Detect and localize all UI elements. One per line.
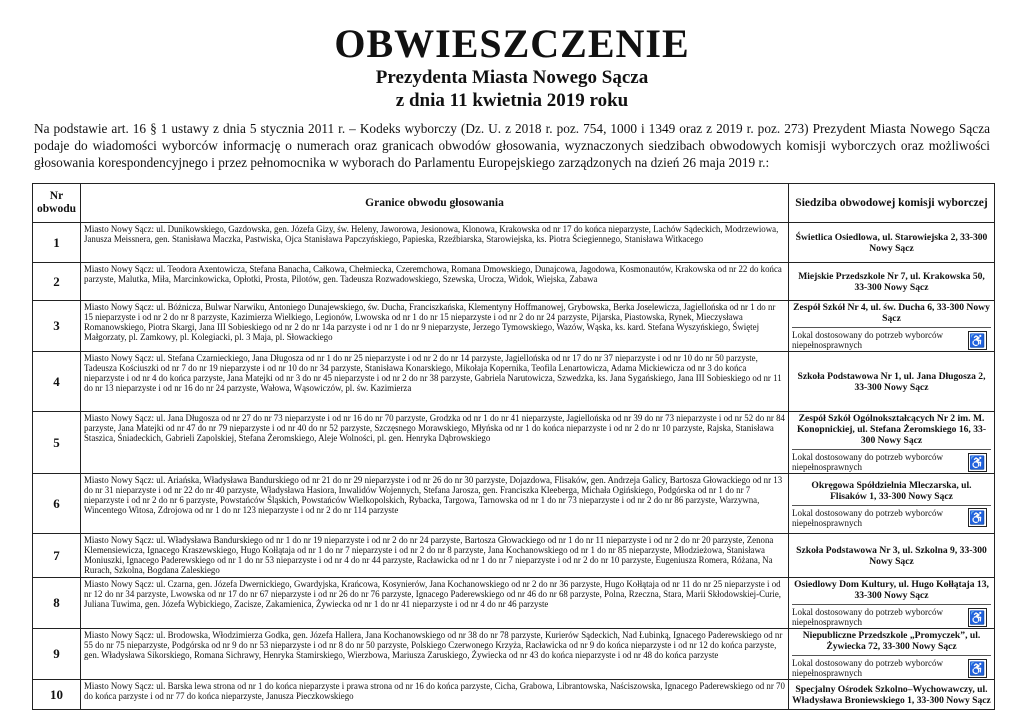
commission-seat [789, 578, 995, 629]
seat-address: Zespół Szkół Nr 4, ul. św. Ducha 6, 33-300 Nowy Sącz [793, 302, 990, 324]
accessibility-label: Lokal dostosowany do potrzeb wyborców niepełnosprawnych [792, 507, 943, 528]
district-bounds: Miasto Nowy Sącz: ul. Dunikowskiego, Gazdowska, gen. Józefa Gizy, św. Heleny, Jaworowa, Jesionowa, Klonowa, Krakowska od nr 17 do końca nieparzyste, Lachów Sądeckich, Modrzewiowa, Janusza Meissnera, gen. Stanisława Maczka, Pastwiska, Ojca Stanisława Papczyńskiego, Papieska, Rzeźbiarska, Starowiejska, ks. Piotra Ściegiennego, Stanisława Witkacego [81, 223, 789, 263]
wheelchair-icon: ♿ [969, 454, 986, 470]
page-subtitle-issuer: Prezydenta Miasta Nowego Sącza [375, 67, 649, 88]
seat-address: Niepubliczne Przedszkole „Promyczek”, ul. Żywiecka 72, 33-300 Nowy Sącz [802, 630, 981, 652]
accessibility-note [792, 505, 991, 528]
table-row [33, 534, 995, 578]
district-bounds: Miasto Nowy Sącz: ul. Brodowska, Włodzimierza Godka, gen. Józefa Hallera, Jana Kochanowskiego od nr 38 do nr 78 parzyste, Kurierów Sądeckich, Nad Łubinką, Ignacego Paderewskiego od nr 55 do nr 75 nieparzyste, Podgórska od nr 9 do nr 53 nieparzyste i od nr 8 do nr 50 parzyste, Polskiego Czerwonego Krzyża, Racławicka od nr 9 do końca nieparzyste i od nr 12 do końca parzyste, gen. Władysława Sikorskiego, Romana Sichrawy, Henryka Stamirskiego, Wierzbowa, Mariusza Zaruskiego, Żywiecka od nr 43 do końca nieparzyste i od nr 48 do końca parzyste [81, 629, 789, 680]
page-title: OBWIESZCZENIE [334, 21, 690, 66]
table-row [33, 578, 995, 629]
seat-address: Okręgowa Spółdzielnia Mleczarska, ul. Flisaków 1, 33-300 Nowy Sącz [811, 479, 972, 502]
table-row [33, 352, 995, 412]
seat-address: Miejskie Przedszkole Nr 7, ul. Krakowska 50, 33-300 Nowy Sącz [798, 270, 985, 293]
commission-seat [789, 412, 995, 474]
district-number: 7 [33, 534, 81, 578]
commission-seat [789, 352, 995, 412]
table-row [33, 223, 995, 263]
district-bounds: Miasto Nowy Sącz: ul. Stefana Czarnieckiego, Jana Długosza od nr 1 do nr 25 nieparzyste i od nr 2 do nr 14 parzyste, Jagiellońska od nr 17 do nr 37 nieparzyste i od nr 10 do nr 50 parzyste, Tadeusza Kościuszki od nr 7 do nr 19 nieparzyste i od nr 10 do nr 34 parzyste, Stanisława Konarskiego, Mikołaja Kopernika, Teofila Lenartowicza, Adama Mickiewicza od nr 3 do końca nieparzyste i od nr 4 do końca parzyste, Jana Matejki od nr 3 do nr 45 nieparzyste i od nr 2 do nr 38 parzyste, Gabriela Narutowicza, Szwedzka, ks. Jana Sygańskiego, Jana III Sobieskiego od nr 11 do nr 13 nieparzyste i od nr 16 do nr 24 parzyste, Wałowa, Wąsowiczów, pl. św. Kazimierza [81, 352, 789, 412]
wheelchair-icon: ♿ [969, 510, 986, 525]
accessibility-label: Lokal dostosowany do potrzeb wyborców niepełnosprawnych [792, 658, 943, 678]
wheelchair-icon: ♿ [969, 609, 986, 625]
commission-seat [789, 474, 995, 534]
district-number: 10 [33, 680, 81, 710]
district-bounds: Miasto Nowy Sącz: ul. Ariańska, Władysława Bandurskiego od nr 21 do nr 29 nieparzyste i od nr 26 do nr 30 parzyste, Dojazdowa, Flisaków, gen. Andrzeja Galicy, Bartosza Głowackiego od nr 13 do nr 31 nieparzyste i od nr 22 do nr 40 parzyste, Władysława Hasiora, Inwalidów Wojennych, Stefana Jarosza, gen. Franciszka Kleeberga, Michała Ogińskiego, Podgórska od nr 1 do nr 7 nieparzyste i od nr 2 do nr 6 parzyste, Powstańców Śląskich, Powstańców Wielkopolskich, Rybacka, Targowa, Tarnowska od nr 1 do nr 73 nieparzyste i od nr 2 do nr 86 parzyste, Warzywna, Wincentego Witosa, Zdrojowa od nr 1 do nr 123 nieparzyste i od nr 2 do nr 114 parzyste [81, 474, 789, 534]
intro-paragraph: Na podstawie art. 16 § 1 ustawy z dnia 5 stycznia 2011 r. – Kodeks wyborczy (Dz. U. z 2018 r. poz. 754, 1000 i 1349 oraz z 2019 r. poz. 273) Prezydent Miasta Nowego Sącza podaje do wiadomości wyborców informację o numerach oraz granicach obwodów głosowania, wyznaczonych siedzibach obwodowych komisji wyborczych oraz możliwości głosowania korespondencyjnego i przez pełnomocnika w wyborach do Parlamentu Europejskiego zarządzonych na dzień 26 maja 2019 r.: [34, 121, 990, 170]
commission-seat [789, 223, 995, 263]
table-row [33, 412, 995, 474]
accessibility-note [792, 327, 991, 350]
table-header-row [33, 184, 995, 223]
district-bounds: Miasto Nowy Sącz: ul. Czarna, gen. Józefa Dwernickiego, Gwardyjska, Krańcowa, Kosynierów, Jana Kochanowskiego od nr 2 do nr 36 parzyste, Hugo Kołłątaja od nr 11 do nr 25 nieparzyste i od nr 12 do nr 34 parzyste, Lwowska od nr 17 do nr 67 nieparzyste i od nr 26 do nr 76 parzyste, Ignacego Paderewskiego od nr 46 do nr 68 parzyste, Polna, Rzeczna, Stara, Marii Skłodowskiej-Curie, Juliana Tuwima, gen. Józefa Wybickiego, Zacisze, Zakamienica, Żywiecka od nr 1 do nr 41 nieparzyste i od nr 4 do nr 46 parzyste [81, 578, 789, 629]
seat-address: Szkoła Podstawowa Nr 1, ul. Jana Długosza 2, 33-300 Nowy Sącz [797, 370, 986, 393]
accessibility-note [792, 604, 991, 627]
seat-address: Świetlica Osiedlowa, ul. Starowiejska 2, 33-300 Nowy Sącz [795, 231, 988, 254]
district-bounds: Miasto Nowy Sącz: ul. Władysława Bandurskiego od nr 1 do nr 19 nieparzyste i od nr 2 do nr 24 parzyste, Bartosza Głowackiego od nr 1 do nr 11 nieparzyste i od nr 2 do nr 20 parzyste, Zenona Klemensiewicza, Ignacego Kraszewskiego, Hugo Kołłątaja od nr 1 do nr 7 nieparzyste i od nr 2 do nr 8 parzyste, Jana Kochanowskiego od nr 1 do nr 85 nieparzyste, Młodzieżowa, Stanisława Moniuszki, Ignacego Paderewskiego od nr 1 do nr 53 nieparzyste i od nr 4 do nr 44 parzyste, Racławicka od nr 1 do nr 7 nieparzyste i od nr 2 do nr 10 parzyste, Eugeniusza Romera, Różana, Na Rurach, Szkolna, Bogdana Zaleskiego [81, 534, 789, 578]
col-header-bounds: Granice obwodu głosowania [81, 184, 789, 223]
commission-seat [789, 629, 995, 680]
col-header-seat: Siedziba obwodowej komisji wyborczej [789, 184, 995, 223]
table-row [33, 629, 995, 680]
district-number: 5 [33, 412, 81, 474]
district-number: 9 [33, 629, 81, 680]
table-row [33, 301, 995, 352]
seat-address: Specjalny Ośrodek Szkolno–Wychowawczy, ul. Władysława Broniewskiego 1, 33-300 Nowy Sącz [792, 683, 991, 706]
district-number: 1 [33, 223, 81, 263]
accessibility-label: Lokal dostosowany do potrzeb wyborców niepełnosprawnych [792, 330, 943, 350]
accessibility-note [792, 449, 991, 472]
table-row [33, 680, 995, 710]
seat-address: Zespół Szkół Ogólnokształcących Nr 2 im. M. Konopnickiej, ul. Stefana Żeromskiego 16, 33-300 Nowy Sącz [796, 413, 987, 446]
seat-address: Szkoła Podstawowa Nr 3, ul. Szkolna 9, 33-300 Nowy Sącz [796, 544, 987, 567]
page-subtitle-date: z dnia 11 kwietnia 2019 roku [395, 90, 629, 111]
accessibility-label: Lokal dostosowany do potrzeb wyborców niepełnosprawnych [792, 452, 943, 472]
table-row [33, 474, 995, 534]
accessibility-label: Lokal dostosowany do potrzeb wyborców niepełnosprawnych [792, 607, 943, 627]
district-bounds: Miasto Nowy Sącz: ul. Bóżnicza, Bulwar Narwiku, Antoniego Dunajewskiego, św. Ducha, Franciszkańska, Klementyny Hoffmanowej, Grybowska, Berka Joselewicza, Jagiellońska od nr 1 do nr 15 nieparzyste i od nr 2 do nr 8 parzyste, Kazimierza Wielkiego, Legionów, Lwowska od nr 1 do nr 15 nieparzyste i od nr 2 do nr 24 parzyste, Pijarska, Piastowska, Rynek, Mieczysława Romanowskiego, Piotra Skargi, Jana III Sobieskiego od nr 2 do nr 14a parzyste i od nr 1 do nr 9 nieparzyste, Jerzego Tymowskiego, Wazów, Wąska, ks. kard. Stefana Wyszyńskiego, Świętej Małgorzaty, pl. Zamkowy, pl. Kolegiacki, pl. 3 Maja, pl. Słowackiego [81, 301, 789, 352]
district-number: 4 [33, 352, 81, 412]
col-header-nr: Nr obwodu [33, 184, 81, 223]
district-bounds: Miasto Nowy Sącz: ul. Teodora Axentowicza, Stefana Banacha, Całkowa, Chełmiecka, Czeremchowa, Romana Dmowskiego, Dunajcowa, Jagodowa, Kosmonautów, Krakowska od nr 22 do końca parzyste, Malutka, Miła, Marcinkowicka, Opłotki, Prosta, Pilotów, gen. Tadeusza Rozwadowskiego, Szewska, Urocza, Widok, Wiejska, Zabawa [81, 263, 789, 301]
district-number: 8 [33, 578, 81, 629]
wheelchair-icon: ♿ [969, 332, 986, 348]
wheelchair-icon: ♿ [969, 660, 986, 676]
seat-address: Osiedlowy Dom Kultury, ul. Hugo Kołłątaja 13, 33-300 Nowy Sącz [794, 579, 989, 601]
district-bounds: Miasto Nowy Sącz: ul. Barska lewa strona od nr 1 do końca nieparzyste i prawa strona od nr 16 do końca parzyste, Cicha, Grabowa, Librantowska, Naściszowska, Ignacego Paderewskiego od nr 70 do końca parzyste i od nr 77 do końca nieparzyste, Janusza Pieczkowskiego [81, 680, 789, 710]
table-row [33, 263, 995, 301]
district-number: 2 [33, 263, 81, 301]
district-number: 3 [33, 301, 81, 352]
district-bounds: Miasto Nowy Sącz: ul. Jana Długosza od nr 27 do nr 73 nieparzyste i od nr 16 do nr 70 parzyste, Grodzka od nr 1 do nr 41 nieparzyste, Jagiellońska od nr 39 do nr 73 nieparzyste i od nr 52 do nr 84 parzyste, Jana Matejki od nr 47 do nr 79 nieparzyste i od nr 40 do nr 52 parzyste, Szczęsnego Morawskiego, Młyńska od nr 1 do końca nieparzyste i od nr 2 do nr 10 parzyste, Rajska, Stanisława Staszica, Śniadeckich, Gabrieli Zapolskiej, Stefana Żeromskiego, Aleje Wolności, pl. gen. Henryka Dąbrowskiego [81, 412, 789, 474]
district-number: 6 [33, 474, 81, 534]
accessibility-note [792, 655, 991, 678]
commission-seat [789, 680, 995, 710]
table-body [33, 223, 995, 710]
districts-table [32, 183, 995, 710]
commission-seat [789, 263, 995, 301]
commission-seat [789, 301, 995, 352]
commission-seat [789, 534, 995, 578]
